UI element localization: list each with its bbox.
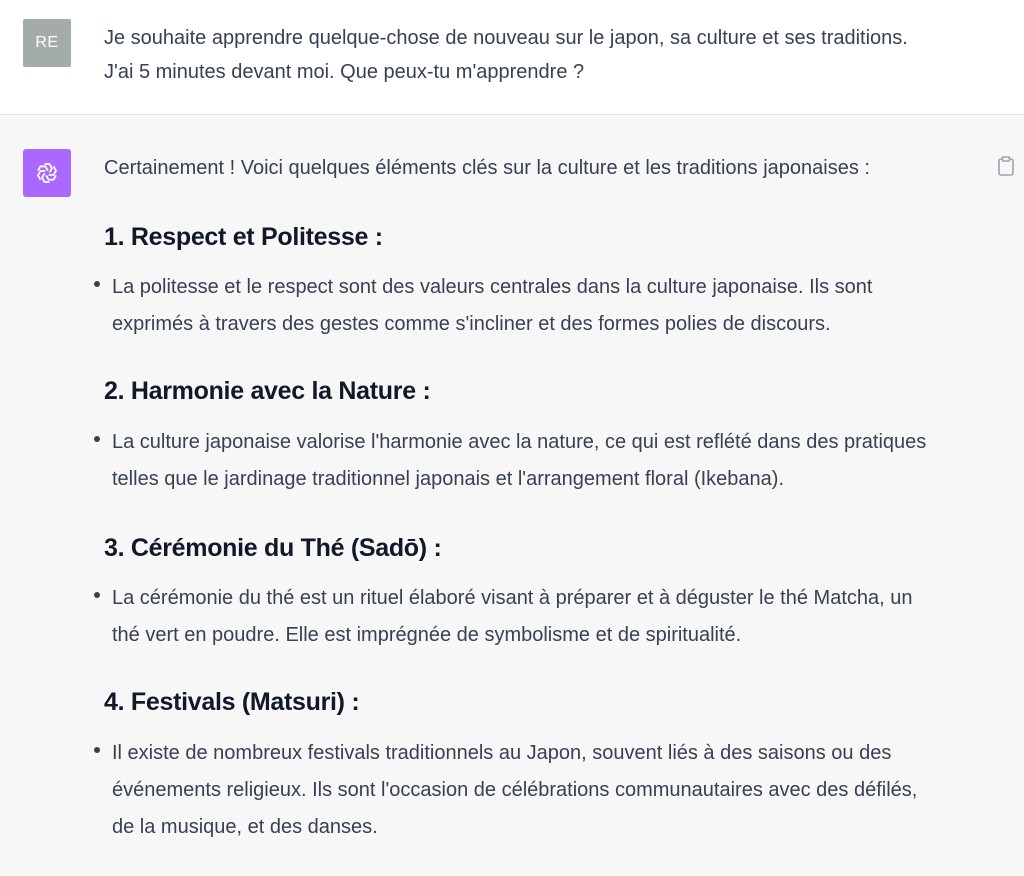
assistant-intro: Certainement ! Voici quelques éléments clés sur la culture et les traditions japonaises : xyxy=(104,157,870,179)
openai-logo-icon xyxy=(33,159,61,187)
section-heading: 2. Harmonie avec la Nature : xyxy=(104,377,431,405)
section-heading: 4. Festivals (Matsuri) : xyxy=(104,688,360,716)
user-avatar: RE xyxy=(23,19,71,67)
list-item-line: telles que le jardinage traditionnel japonais et l'arrangement floral (Ikebana). xyxy=(112,468,785,490)
bullet-dot xyxy=(94,281,100,287)
user-message-line: J'ai 5 minutes devant moi. Que peux-tu m'apprendre ? xyxy=(104,61,585,83)
bullet-dot xyxy=(94,747,100,753)
section-heading: 1. Respect et Politesse : xyxy=(104,223,383,251)
user-message-text xyxy=(104,21,984,89)
user-message xyxy=(0,0,1024,115)
list-item-line: événements religieux. Ils sont l'occasion de célébrations communautaires avec des défilés, xyxy=(112,779,918,801)
list-item-line: exprimés à travers des gestes comme s'incliner et des formes polies de discours. xyxy=(112,313,831,335)
copy-button[interactable] xyxy=(996,155,1016,177)
list-item-line: La politesse et le respect sont des valeurs centrales dans la culture japonaise. Ils sont xyxy=(112,276,873,298)
user-message-line: Je souhaite apprendre quelque-chose de nouveau sur le japon, sa culture et ses traditions. xyxy=(104,27,908,49)
list-item-line: La culture japonaise valorise l'harmonie avec la nature, ce qui est reflété dans des pratiques xyxy=(112,431,927,453)
section-heading: 3. Cérémonie du Thé (Sadō) : xyxy=(104,534,442,562)
clipboard-icon xyxy=(996,155,1016,177)
bullet-dot xyxy=(94,436,100,442)
assistant-avatar xyxy=(23,149,71,197)
bullet-dot xyxy=(94,592,100,598)
assistant-message xyxy=(0,115,1024,876)
list-item-line: La cérémonie du thé est un rituel élaboré visant à préparer et à déguster le thé Matcha, un xyxy=(112,587,913,609)
list-item-line: thé vert en poudre. Elle est imprégnée de symbolisme et de spiritualité. xyxy=(112,624,742,646)
list-item-line: Il existe de nombreux festivals traditionnels au Japon, souvent liés à des saisons ou des xyxy=(112,742,892,764)
list-item-line: de la musique, et des danses. xyxy=(112,816,378,838)
